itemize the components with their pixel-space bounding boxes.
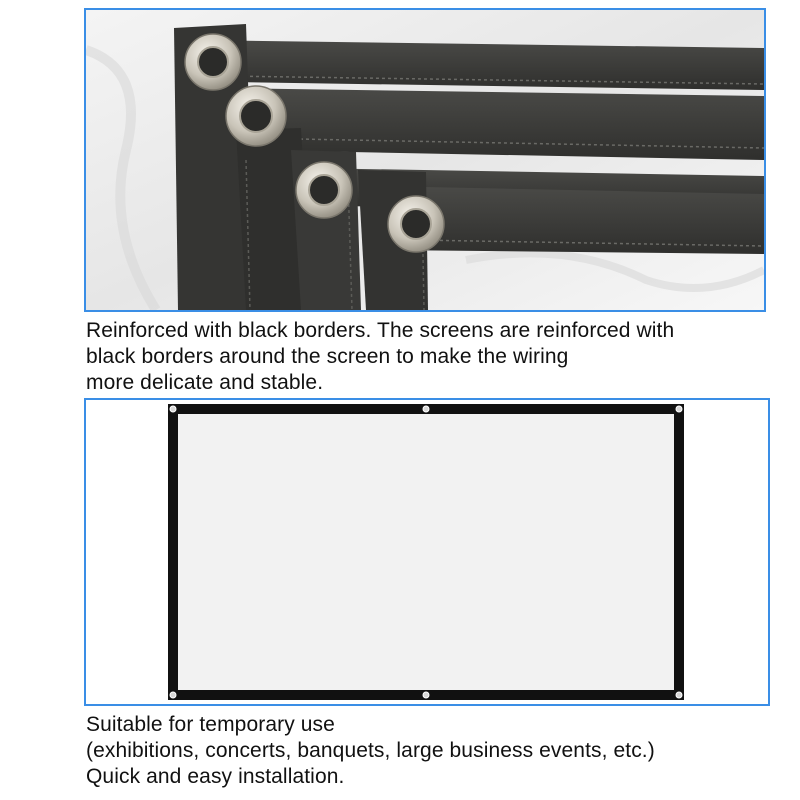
grommet-1 [185, 34, 241, 90]
caption-bottom-line-2: (exhibitions, concerts, banquets, large business events, etc.) [86, 739, 655, 762]
caption-top-line-2: black borders around the screen to make the wiring [86, 345, 569, 368]
caption-top-line-1: Reinforced with black borders. The screens are reinforced with [86, 319, 675, 342]
grommet-2 [226, 86, 286, 146]
caption-bottom-line-1: Suitable for temporary use [86, 713, 335, 736]
fabric-strip-top [196, 40, 764, 90]
screen-white-surface [178, 414, 674, 690]
fabric-strip-second [221, 88, 764, 160]
fabric-border-illustration [86, 10, 764, 310]
caption-bottom-line-3: Quick and easy installation. [86, 765, 345, 788]
reinforced-borders-caption [86, 318, 674, 396]
grommet-3 [296, 162, 352, 218]
projection-screen-photo [84, 398, 770, 706]
projection-screen-illustration [86, 400, 768, 704]
grommet-4 [388, 196, 444, 252]
caption-top-line-3: more delicate and stable. [86, 371, 324, 394]
fabric-border-photo [84, 8, 766, 312]
temporary-use-caption [86, 712, 655, 790]
